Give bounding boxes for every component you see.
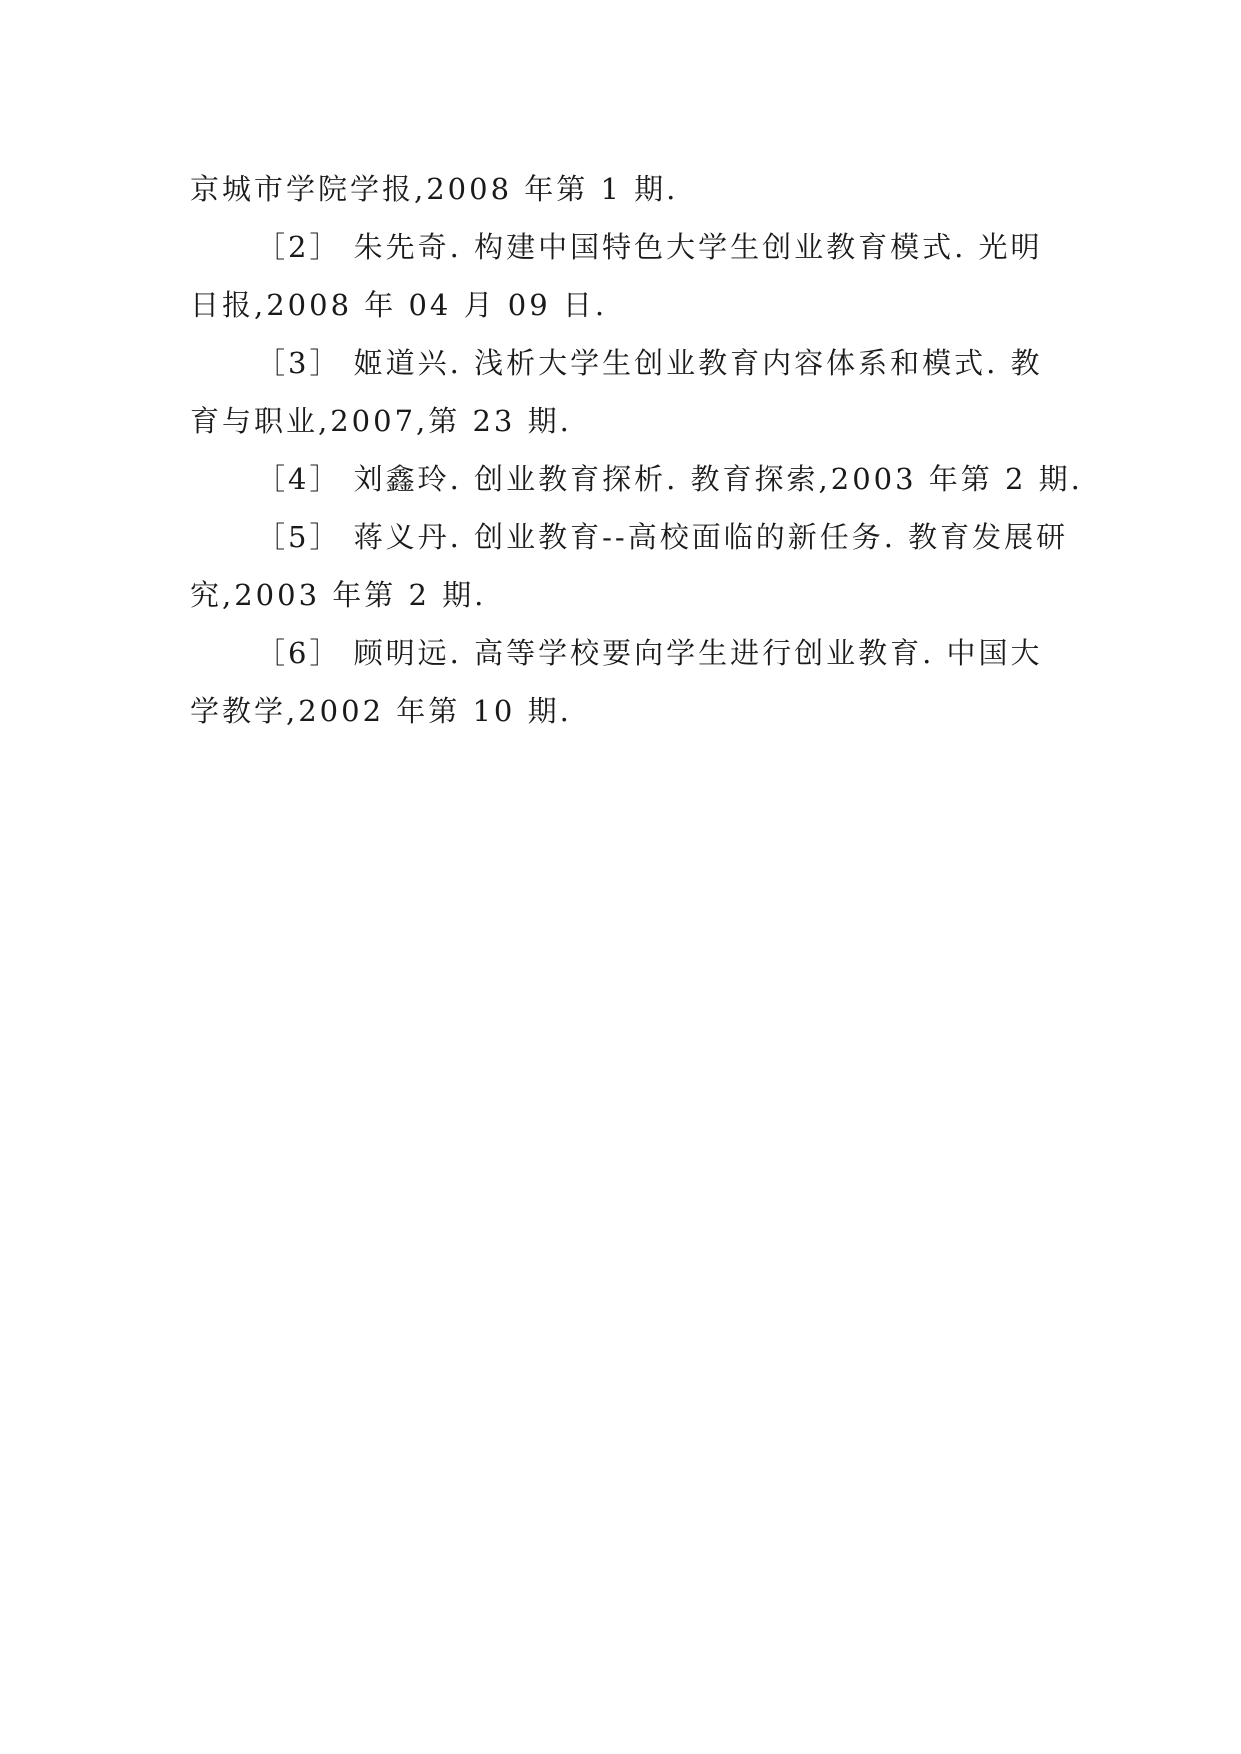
reference-3-line-2: 育与职业,2007,第 23 期.	[190, 404, 572, 438]
reference-6-line-1: ［6］ 顾明远. 高等学校要向学生进行创业教育. 中国大	[256, 636, 1043, 670]
reference-4-line-1: ［4］ 刘鑫玲. 创业教育探析. 教育探索,2003 年第 2 期.	[256, 462, 1083, 496]
reference-2-line-2: 日报,2008 年 04 月 09 日.	[190, 288, 608, 322]
reference-5-line-2: 究,2003 年第 2 期.	[190, 578, 487, 612]
reference-5-line-1: ［5］ 蒋义丹. 创业教育--高校面临的新任务. 教育发展研	[256, 520, 1069, 554]
reference-2-line-1: ［2］ 朱先奇. 构建中国特色大学生创业教育模式. 光明	[256, 230, 1043, 264]
reference-6-line-2: 学教学,2002 年第 10 期.	[190, 694, 572, 728]
reference-continuation-line: 京城市学院学报,2008 年第 1 期.	[190, 172, 679, 206]
reference-3-line-1: ［3］ 姬道兴. 浅析大学生创业教育内容体系和模式. 教	[256, 346, 1043, 380]
reference-list	[190, 160, 1083, 740]
